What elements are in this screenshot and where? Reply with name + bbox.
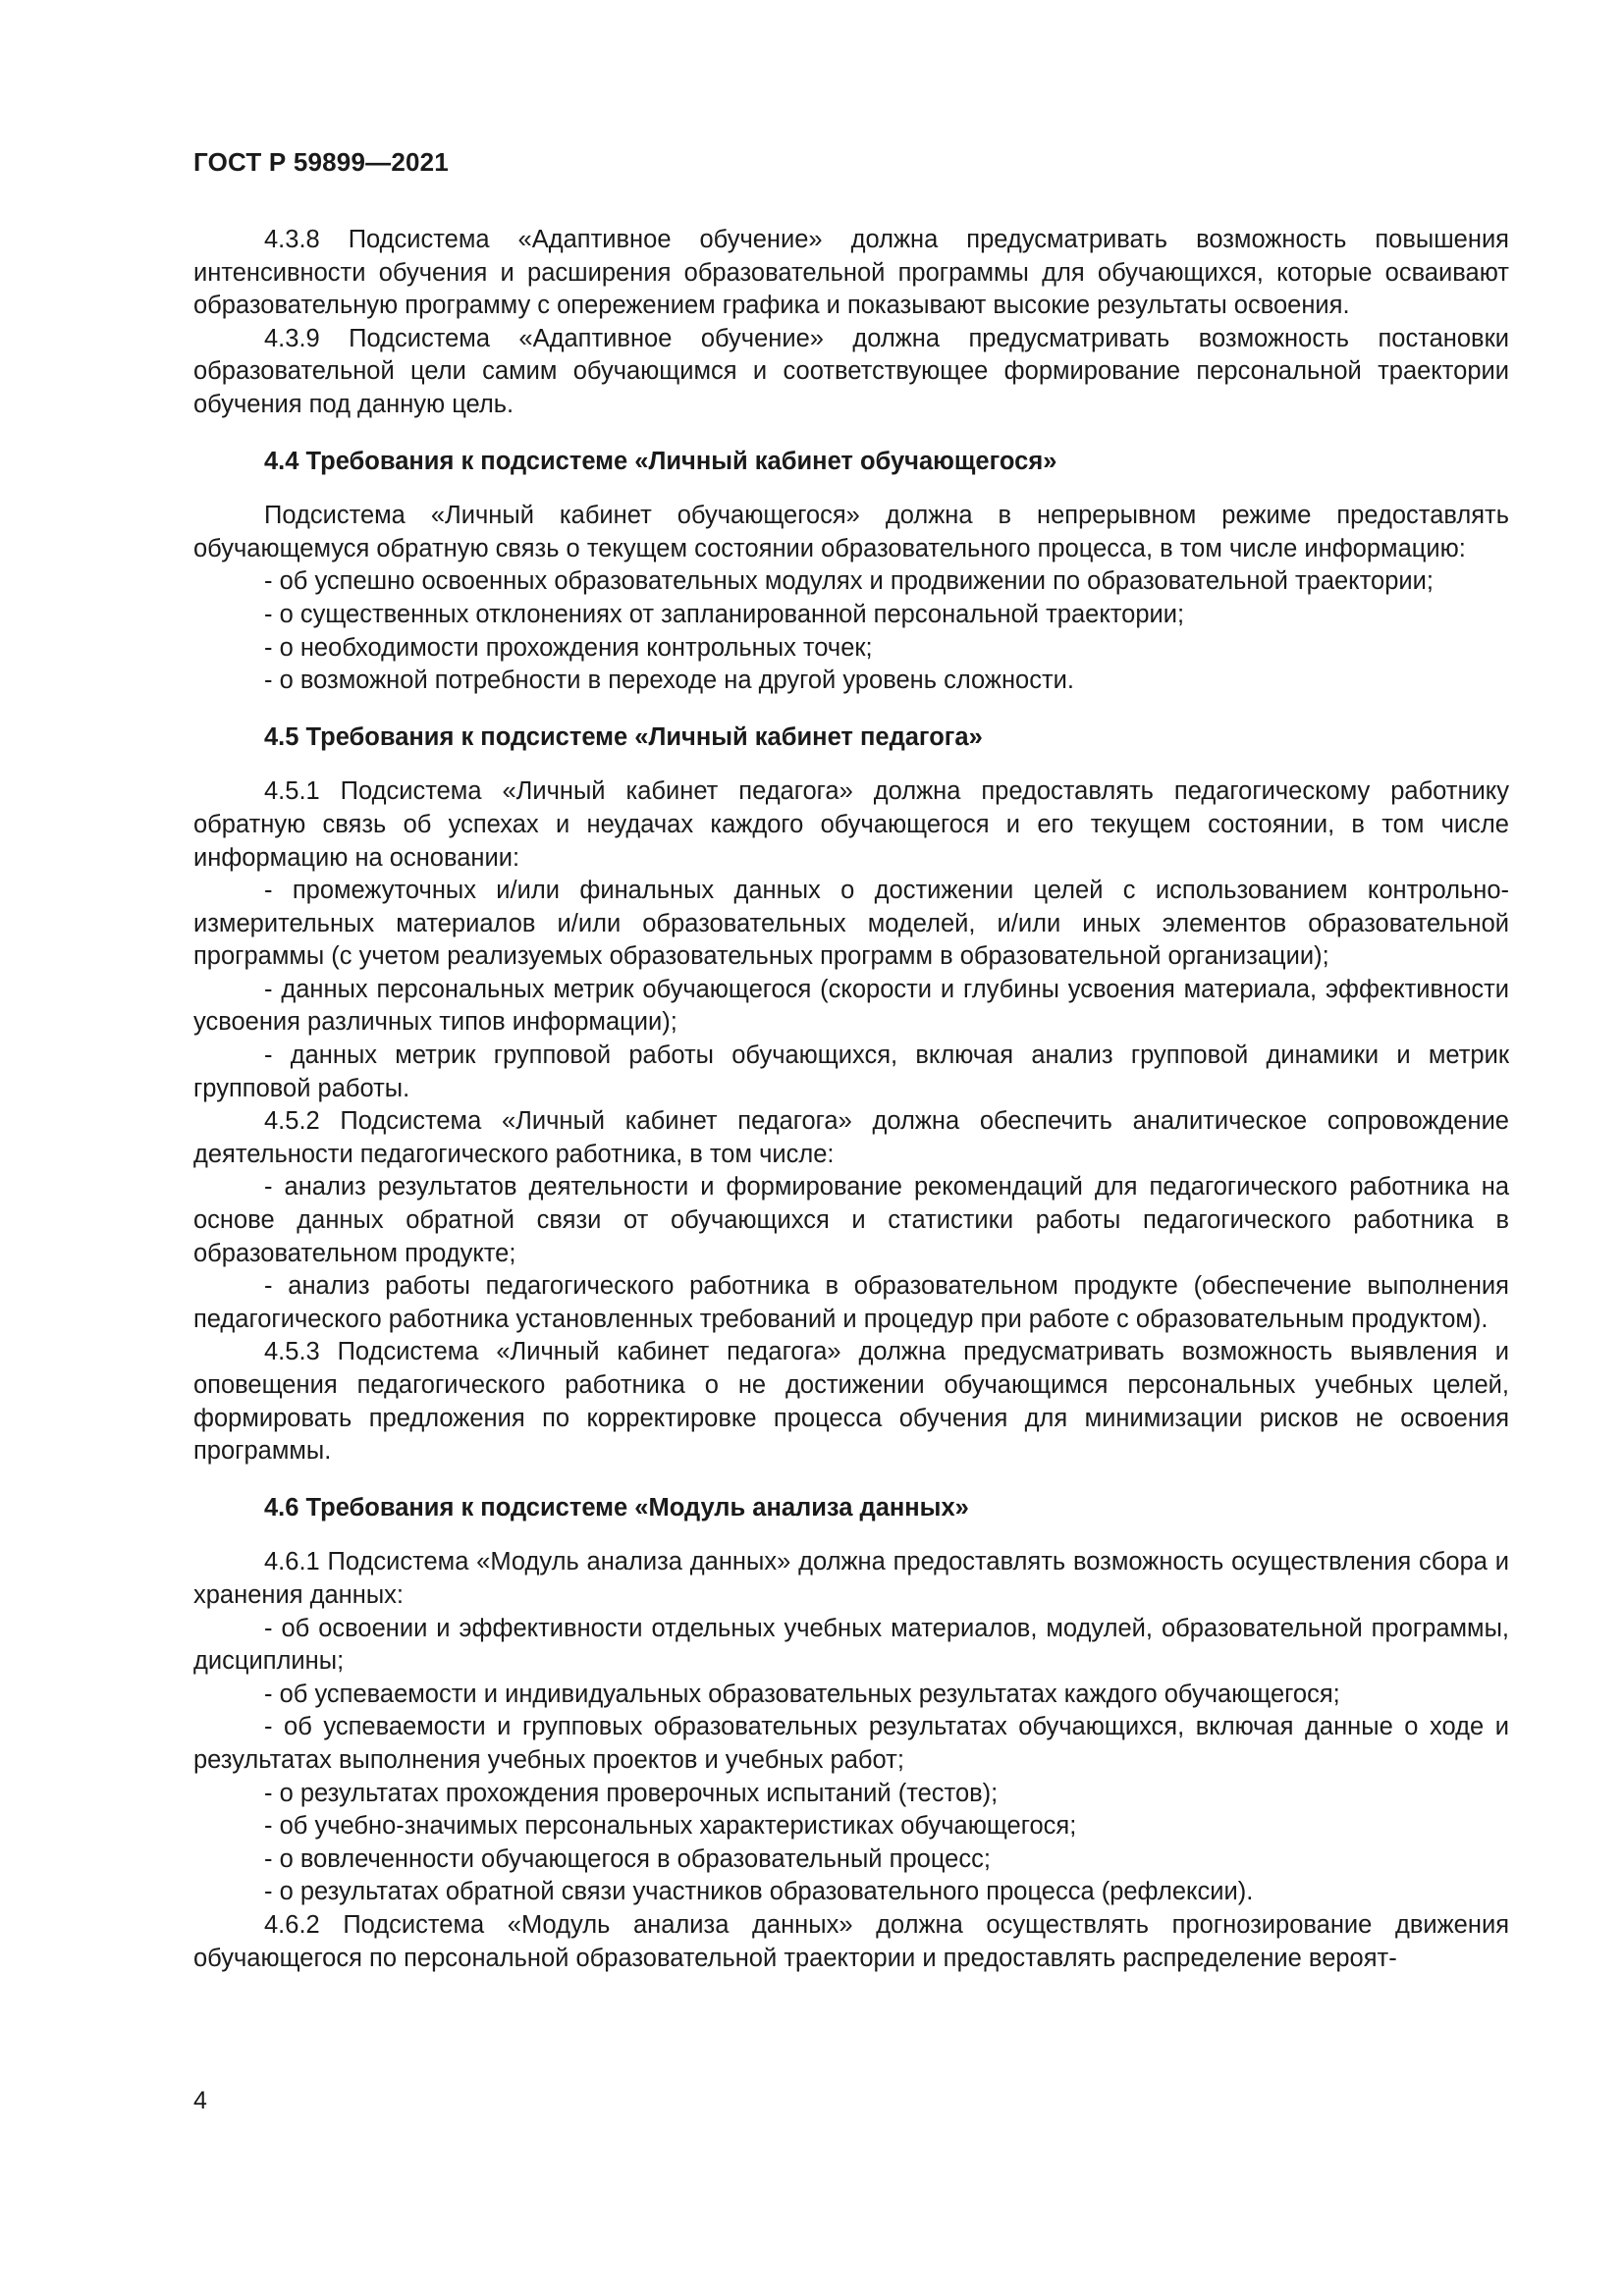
paragraph-4-5-2: 4.5.2 Подсистема «Личный кабинет педагога» должна обеспечить аналитическое сопровождение деятельности педагогического работника, в том числе: <box>193 1107 1509 1168</box>
document-code-header: ГОСТ Р 59899—2021 <box>193 147 449 177</box>
paragraph-4-5-1: 4.5.1 Подсистема «Личный кабинет педагога» должна предоставлять педагогическому работнику обратную связь об успехах и неудачах каждого обучающегося и его текущем состоянии, в том числе информацию на основании: <box>193 777 1509 872</box>
list-item: - о существенных отклонениях от запланированной персональной траектории; <box>264 600 1185 628</box>
paragraph-4-5-3: 4.5.3 Подсистема «Личный кабинет педагога» должна предусматривать возможность выявления и оповещения педагогического работника о не достижении обучающимся персональных учебных целей, формировать предложения по корректировке процесса обучения для минимизации рисков не освоения программы. <box>193 1338 1509 1466</box>
paragraph-4-3-8: 4.3.8 Подсистема «Адаптивное обучение» должна предусматривать возможность повышения интенсивности обучения и расширения образовательной программы для обучающихся, которые осваивают образовательную программу с опережением графика и показывают высокие результаты освоения. <box>193 226 1509 320</box>
list-item: - данных метрик групповой работы обучающихся, включая анализ групповой динамики и метрик групповой работы. <box>193 1041 1509 1102</box>
section-heading-4-4: 4.4 Требования к подсистеме «Личный кабинет обучающегося» <box>264 447 1057 475</box>
document-body <box>193 224 1509 1975</box>
list-item: - об успеваемости и групповых образовательных результатах обучающихся, включая данные о ходе и результатах выполнения учебных проектов и учебных работ; <box>193 1713 1509 1774</box>
list-item: - об освоении и эффективности отдельных учебных материалов, модулей, образовательной программы, дисциплины; <box>193 1614 1509 1676</box>
page-number: 4 <box>193 2087 207 2114</box>
list-item: - анализ работы педагогического работника в образовательном продукте (обеспечение выполнения педагогического работника установленных требований и процедур при работе с образовательным продуктом). <box>193 1272 1509 1333</box>
list-item: - об успешно освоенных образовательных модулях и продвижении по образовательной траектории; <box>264 567 1434 596</box>
paragraph-4-6-1: 4.6.1 Подсистема «Модуль анализа данных» должна предоставлять возможность осуществления сбора и хранения данных: <box>193 1548 1509 1609</box>
list-item: - об учебно-значимых персональных характеристиках обучающегося; <box>264 1812 1077 1841</box>
list-item: - об успеваемости и индивидуальных образовательных результатах каждого обучающегося; <box>264 1680 1340 1708</box>
list-item: - промежуточных и/или финальных данных о достижении целей с использованием контрольно-измерительных материалов и/или образовательных моделей, и/или иных элементов образовательной программы (с учетом реализуемых образовательных программ в образовательной организации); <box>193 877 1509 971</box>
list-item: - о результатах обратной связи участников образовательного процесса (рефлексии). <box>264 1878 1254 1906</box>
list-item: - анализ результатов деятельности и формирование рекомендаций для педагогического работника на основе данных обратной связи от обучающихся и статистики работы педагогического работника в образовательном продукте; <box>193 1173 1509 1267</box>
list-item: - о вовлеченности обучающегося в образовательный процесс; <box>264 1844 991 1873</box>
list-item: - о возможной потребности в переходе на другой уровень сложности. <box>264 667 1074 695</box>
list-item: - о результатах прохождения проверочных испытаний (тестов); <box>264 1779 999 1807</box>
paragraph-4-4-intro: Подсистема «Личный кабинет обучающегося» должна в непрерывном режиме предоставлять обучающемуся обратную связь о текущем состоянии образовательного процесса, в том числе информацию: <box>193 502 1509 562</box>
paragraph-4-3-9: 4.3.9 Подсистема «Адаптивное обучение» должна предусматривать возможность постановки образовательной цели самим обучающимся и соответствующее формирование персональной траектории обучения под данную цель. <box>193 324 1509 418</box>
section-heading-4-6: 4.6 Требования к подсистеме «Модуль анализа данных» <box>264 1493 969 1522</box>
list-item: - о необходимости прохождения контрольных точек; <box>264 633 873 662</box>
section-heading-4-5: 4.5 Требования к подсистеме «Личный кабинет педагога» <box>264 722 983 751</box>
list-item: - данных персональных метрик обучающегося (скорости и глубины усвоения материала, эффективности усвоения различных типов информации); <box>193 975 1509 1037</box>
paragraph-4-6-2: 4.6.2 Подсистема «Модуль анализа данных» должна осуществлять прогнозирование движения обучающегося по персональной образовательной траектории и предоставлять распределение вероят- <box>193 1910 1509 1972</box>
